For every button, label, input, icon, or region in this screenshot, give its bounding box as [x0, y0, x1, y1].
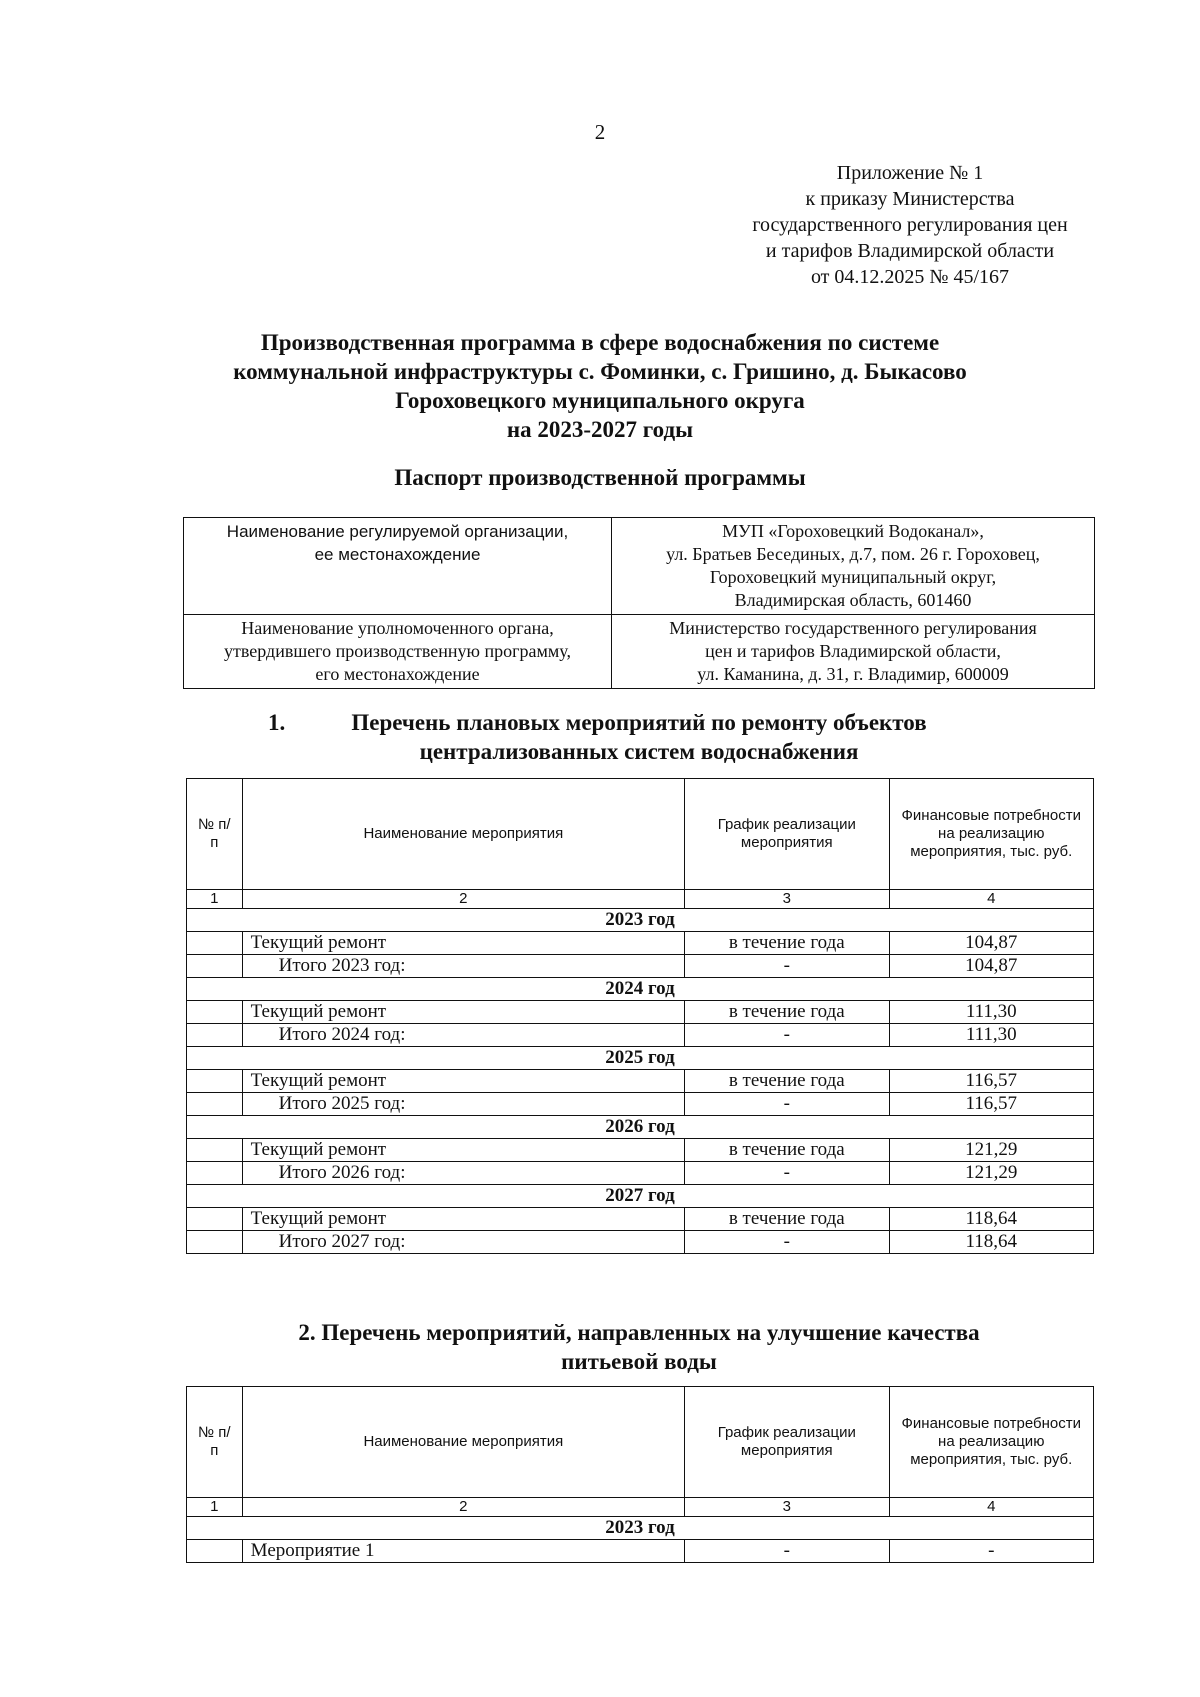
item-name: Текущий ремонт	[242, 1139, 684, 1162]
item-amount: 118,64	[889, 1208, 1094, 1231]
section2-title-line: питьевой воды	[561, 1349, 717, 1374]
column-number: 3	[685, 1498, 889, 1517]
passport-value-line: ул. Каманина, д. 31, г. Владимир, 600009	[697, 664, 1009, 684]
column-number-row	[187, 1498, 1094, 1517]
document-title	[150, 328, 1050, 444]
header-number: № п/п	[187, 1387, 243, 1498]
row-number-cell	[187, 1162, 243, 1185]
year-row	[187, 1116, 1094, 1139]
column-number: 1	[187, 890, 243, 909]
item-amount: 111,30	[889, 1001, 1094, 1024]
appendix-line: к приказу Министерства	[805, 188, 1015, 210]
column-number-row	[187, 890, 1094, 909]
total-schedule: -	[685, 1093, 889, 1116]
row-number-cell	[187, 1024, 243, 1047]
year-row	[187, 909, 1094, 932]
table-row	[187, 1001, 1094, 1024]
header-name: Наименование мероприятия	[242, 1387, 684, 1498]
passport-label-cell	[184, 518, 612, 615]
item-schedule: в течение года	[685, 1139, 889, 1162]
section2-title	[183, 1318, 1095, 1376]
year-label: 2023 год	[187, 1517, 1094, 1540]
passport-value-line: МУП «Гороховецкий Водоканал»,	[722, 521, 984, 541]
total-label: Итого 2025 год:	[242, 1093, 684, 1116]
item-name: Текущий ремонт	[242, 1070, 684, 1093]
header-schedule: График реализации мероприятия	[685, 779, 889, 890]
total-row	[187, 1162, 1094, 1185]
appendix-line: Приложение № 1	[836, 162, 984, 184]
passport-value-line: ул. Братьев Бесединых, д.7, пом. 26 г. Гороховец,	[666, 544, 1040, 564]
section1-title-line: централизованных систем водоснабжения	[419, 739, 859, 764]
page-number: 2	[594, 120, 606, 144]
passport-label-cell	[184, 615, 612, 689]
passport-title: Паспорт производственной программы	[394, 465, 806, 490]
passport-label-line: Наименование уполномоченного органа,	[241, 618, 554, 638]
header-name: Наименование мероприятия	[242, 779, 684, 890]
year-row	[187, 1517, 1094, 1540]
column-number: 3	[685, 890, 889, 909]
item-name: Текущий ремонт	[242, 932, 684, 955]
passport-label-line: его местонахождение	[315, 664, 480, 684]
column-number: 1	[187, 1498, 243, 1517]
header-finance: Финансовые потребности на реализацию мероприятия, тыс. руб.	[889, 1387, 1094, 1498]
passport-value-line: Владимирская область, 601460	[734, 590, 972, 610]
total-amount: 116,57	[889, 1093, 1094, 1116]
title-line: Производственная программа в сфере водоснабжения по системе	[260, 330, 940, 355]
year-row	[187, 1185, 1094, 1208]
title-line: на 2023-2027 годы	[506, 417, 694, 442]
total-label: Итого 2023 год:	[242, 955, 684, 978]
item-schedule: в течение года	[685, 1070, 889, 1093]
total-row	[187, 1024, 1094, 1047]
year-label: 2025 год	[187, 1047, 1094, 1070]
column-number: 2	[242, 1498, 684, 1517]
total-row	[187, 1231, 1094, 1254]
title-line: Гороховецкого муниципального округа	[395, 388, 805, 413]
table-row	[187, 1208, 1094, 1231]
table-row	[187, 932, 1094, 955]
item-amount: 121,29	[889, 1139, 1094, 1162]
item-name: Текущий ремонт	[242, 1001, 684, 1024]
item-name: Мероприятие 1	[242, 1540, 684, 1563]
row-number-cell	[187, 955, 243, 978]
total-label: Итого 2027 год:	[242, 1231, 684, 1254]
passport-value-cell	[612, 518, 1095, 615]
table-header-row	[187, 1387, 1094, 1498]
column-number: 2	[242, 890, 684, 909]
passport-value-line: цен и тарифов Владимирской области,	[705, 641, 1001, 661]
row-number-cell	[187, 1093, 243, 1116]
table-header-row	[187, 779, 1094, 890]
passport-label-line: ее местонахождение	[314, 545, 481, 564]
total-amount: 118,64	[889, 1231, 1094, 1254]
header-number: № п/п	[187, 779, 243, 890]
row-number-cell	[187, 932, 243, 955]
total-schedule: -	[685, 1231, 889, 1254]
row-number-cell	[187, 1139, 243, 1162]
row-number-cell	[187, 1001, 243, 1024]
total-label: Итого 2024 год:	[242, 1024, 684, 1047]
row-number-cell	[187, 1231, 243, 1254]
total-amount: 121,29	[889, 1162, 1094, 1185]
header-schedule: График реализации мероприятия	[685, 1387, 889, 1498]
passport-value-line: Гороховецкий муниципальный округ,	[709, 567, 997, 587]
passport-label-line: утвердившего производственную программу,	[224, 641, 571, 661]
total-schedule: -	[685, 955, 889, 978]
total-amount: 111,30	[889, 1024, 1094, 1047]
table-row	[187, 1070, 1094, 1093]
item-schedule: в течение года	[685, 1001, 889, 1024]
year-label: 2027 год	[187, 1185, 1094, 1208]
row-number-cell	[187, 1540, 243, 1563]
passport-value-line: Министерство государственного регулирования	[669, 618, 1037, 638]
year-row	[187, 1047, 1094, 1070]
year-label: 2023 год	[187, 909, 1094, 932]
item-amount: 104,87	[889, 932, 1094, 955]
section1-title	[183, 708, 1095, 766]
passport-value-cell	[612, 615, 1095, 689]
passport-label-line: Наименование регулируемой организации,	[226, 522, 569, 541]
year-label: 2024 год	[187, 978, 1094, 1001]
item-amount: -	[889, 1540, 1094, 1563]
item-schedule: в течение года	[685, 1208, 889, 1231]
column-number: 4	[889, 1498, 1094, 1517]
year-label: 2026 год	[187, 1116, 1094, 1139]
title-line: коммунальной инфраструктуры с. Фоминки, с. Гришино, д. Быкасово	[233, 359, 967, 384]
total-row	[187, 955, 1094, 978]
total-schedule: -	[685, 1162, 889, 1185]
item-schedule: -	[685, 1540, 889, 1563]
header-finance: Финансовые потребности на реализацию мероприятия, тыс. руб.	[889, 779, 1094, 890]
passport-row	[184, 518, 1095, 615]
item-amount: 116,57	[889, 1070, 1094, 1093]
column-number: 4	[889, 890, 1094, 909]
appendix-line: государственного регулирования цен	[752, 214, 1068, 236]
section1-number: 1.	[268, 710, 286, 735]
repair-table	[186, 778, 1094, 1254]
appendix-block	[720, 160, 1100, 290]
total-row	[187, 1093, 1094, 1116]
passport-table	[183, 517, 1095, 689]
appendix-line: от 04.12.2025 № 45/167	[810, 266, 1010, 288]
item-name: Текущий ремонт	[242, 1208, 684, 1231]
total-label: Итого 2026 год:	[242, 1162, 684, 1185]
section2-title-line: 2. Перечень мероприятий, направленных на улучшение качества	[298, 1320, 980, 1345]
year-row	[187, 978, 1094, 1001]
total-amount: 104,87	[889, 955, 1094, 978]
table-row	[187, 1540, 1094, 1563]
section1-title-line: Перечень плановых мероприятий по ремонту объектов	[351, 710, 927, 735]
appendix-line: и тарифов Владимирской области	[765, 240, 1055, 262]
item-schedule: в течение года	[685, 932, 889, 955]
row-number-cell	[187, 1070, 243, 1093]
total-schedule: -	[685, 1024, 889, 1047]
quality-table	[186, 1386, 1094, 1563]
table-row	[187, 1139, 1094, 1162]
passport-row	[184, 615, 1095, 689]
row-number-cell	[187, 1208, 243, 1231]
